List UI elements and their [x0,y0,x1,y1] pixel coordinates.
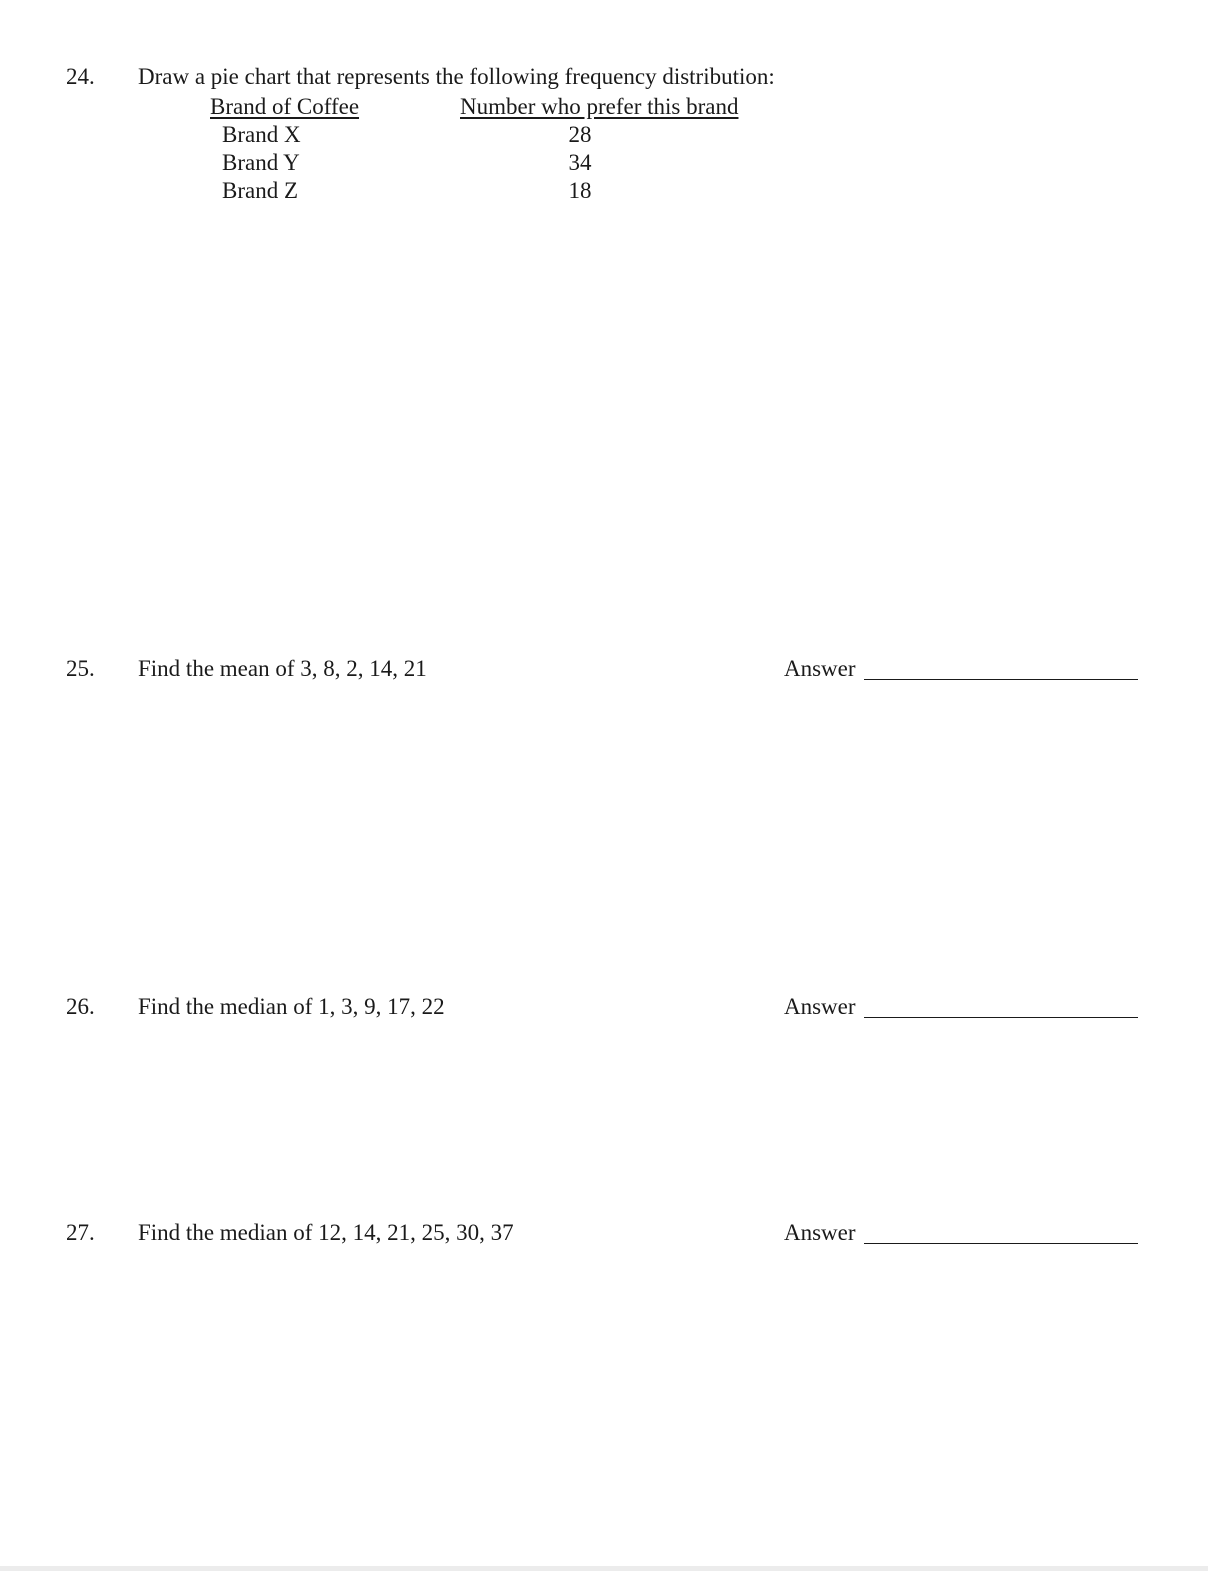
question-text: Find the median of 1, 3, 9, 17, 22 [138,994,445,1019]
table-cell-brand: Brand X [222,122,301,147]
table-cell-count: 34 [568,150,592,175]
pie-chart-drawing-area[interactable] [138,215,1138,635]
question-text: Find the median of 12, 14, 21, 25, 30, 37 [138,1220,514,1245]
table-row [0,149,1208,177]
question-27 [0,1218,1208,1248]
answer-label: Answer [784,994,856,1019]
question-number: 25. [66,656,95,681]
table-cell-count: 28 [568,122,592,147]
answer-blank[interactable] [864,1243,1138,1244]
question-number: 27. [66,1220,95,1245]
table-row [0,177,1208,205]
table-cell-count: 18 [568,178,592,203]
answer-label: Answer [784,1220,856,1245]
table-header-brand: Brand of Coffee [210,94,360,119]
table-cell-brand: Brand Z [222,178,299,203]
answer-label: Answer [784,656,856,681]
table-header-count: Number who prefer this brand [460,94,739,119]
question-text: Find the mean of 3, 8, 2, 14, 21 [138,656,427,681]
question-text: Draw a pie chart that represents the following frequency distribution: [138,64,775,89]
question-24 [0,62,1208,92]
question-number: 24. [66,64,95,89]
answer-blank[interactable] [864,1017,1138,1018]
table-cell-brand: Brand Y [222,150,300,175]
page-bottom-edge [0,1566,1208,1571]
answer-blank[interactable] [864,679,1138,680]
table-row [0,121,1208,149]
question-25 [0,654,1208,684]
question-number: 26. [66,994,95,1019]
question-26 [0,992,1208,1022]
